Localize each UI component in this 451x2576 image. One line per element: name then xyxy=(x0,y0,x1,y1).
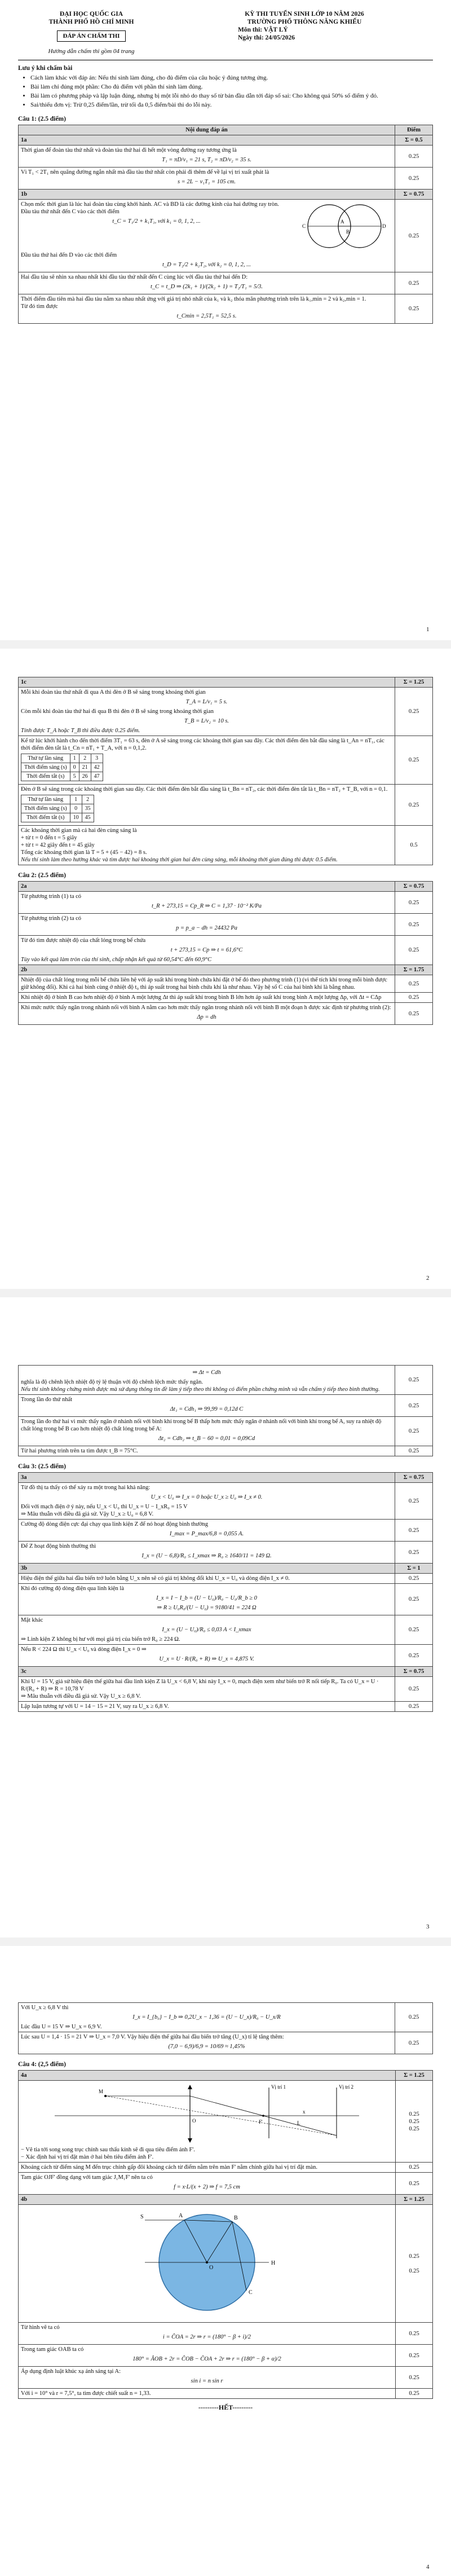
equation: sin i = n sin r xyxy=(191,2378,223,2384)
score: 0.25 xyxy=(395,936,433,965)
equation: I_x = (U − U₀)/R₀ ≤ 0,03 A < I_xmax xyxy=(162,1627,251,1633)
score: 0.25 xyxy=(396,2323,433,2345)
exam-title: KỲ THI TUYỂN SINH LỚP 10 NĂM 2026 xyxy=(245,11,364,17)
answer-text: Khi đó cường độ dòng điện qua linh kiện là xyxy=(21,1586,125,1592)
header xyxy=(18,0,433,55)
rule-item: • Sai/thiếu đơn vị: Trừ 0,25 điểm/lần, trừ tối đa 0,5 điểm/bài thi do lỗi này. xyxy=(30,101,433,109)
page-number: 4 xyxy=(426,2564,430,2570)
section-score: Σ = 0.75 xyxy=(395,882,433,892)
answer-table-q1 xyxy=(18,125,433,324)
answer-table-q3 xyxy=(18,1472,433,1712)
score: 0.25 xyxy=(395,2003,433,2032)
section-score: Σ = 0.75 xyxy=(395,190,433,200)
question-2-title: Câu 2: (2.5 điểm) xyxy=(18,872,66,879)
grading-note: Tính được T_A hoặc T_B thì điều được 0.25 điểm. xyxy=(21,728,140,734)
svg-text:B: B xyxy=(346,229,350,235)
label-a: A xyxy=(179,2213,183,2219)
answer-text: Chọn mốc thời gian là lúc hai đoàn tàu cùng khởi hành. AC và BD là các đường kính của hai đường ray tròn. xyxy=(21,201,279,208)
section-score: Σ = 0.5 xyxy=(395,135,433,146)
answer-text: Khoảng cách từ điểm sáng M đến trục chính gấp đôi khoảng cách từ điểm nằm trên màn F' nằm chính giữa hai vị trí đặt màn. xyxy=(19,2163,396,2173)
score: 0.25 xyxy=(395,168,433,190)
equation: 180° = ÂOB + 2r = ĈOB − ĈOA + 2r ⇒ r = (180° − β + α)/2 xyxy=(132,2356,281,2362)
label-b: B xyxy=(234,2215,238,2221)
score: 0.25 xyxy=(395,1542,433,1564)
score: 0.25 xyxy=(396,2163,433,2173)
score: 0.25 xyxy=(395,688,433,736)
page-1 xyxy=(0,0,451,640)
section-score: Σ = 1 xyxy=(395,1564,433,1574)
score: 0.5 xyxy=(395,826,433,865)
answer-text: Thời điểm đầu tiên mà hai đầu tàu nằm xa nhau nhất ứng với giá trị nhỏ nhất của k₁ và k₂ thỏa mãn phương trình trên là k₁,min = 2 và k₂,min = 1. xyxy=(21,296,366,302)
label-position-2: Vị trí 2 xyxy=(339,2084,353,2090)
grading-note: Nếu thí sinh làm theo hướng khác và tìm được hai khoảng thời gian hai đèn cùng sáng, mỗi khoảng thời gian đúng thì được 0.5 điểm. xyxy=(21,857,338,863)
score: 0.25 xyxy=(395,2032,433,2054)
section-1a: 1a xyxy=(19,135,395,146)
score: 0.25 xyxy=(395,1366,433,1395)
col-content: Nội dung đáp án xyxy=(19,125,395,135)
equation: t_C = T₁/2 + k₁T₁, với k₁ = 0, 1, 2, ... xyxy=(112,218,201,224)
exam-date: Ngày thi: 24/05/2026 xyxy=(238,34,295,41)
answer-text: Mỗi khi đoàn tàu thứ nhất đi qua A thì đèn ở B sẽ sáng trong khoảng thời gian xyxy=(21,689,206,695)
answer-text: Nhiệt độ của chất lỏng trong mỗi bể chứa liên hệ với áp suất khí trong bình chứa khí đặt ở bể đó theo phương trình (1) (vì thể tích khí trong mỗi bình được giữ không đổi). Khi cả hai bình cùng ở nhiệt độ t₀ thì áp suất trong hai bình chứa khí là như nhau. Vậy hệ số C của hai bình khí là bằng nhau. xyxy=(19,975,395,993)
answer-text: Mặt khác xyxy=(21,1617,43,1623)
equation: Δt₁ = Cdh₁ ⇒ 99,99 = 0,12d C xyxy=(170,1406,244,1412)
answer-text: + từ t = 42 giây đến t = 45 giây xyxy=(21,842,95,848)
answer-text: Hai đầu tàu sẽ nhìn xa nhau nhất khi đầu tàu thứ nhất đến C cùng lúc với đầu tàu thứ hai đến D: xyxy=(21,274,248,280)
section-score: Σ = 1.25 xyxy=(395,677,433,688)
equation: U_x = U · R/(R₀ + R) ⇒ U_x = 4,875 V. xyxy=(159,1656,254,1662)
score: 0.25 xyxy=(395,1003,433,1025)
answer-text: Lập luận tương tự với U = 14 − 15 = 21 V, suy ra U_x ≥ 6,8 V. xyxy=(19,1702,395,1712)
score: 0.25 xyxy=(395,1584,433,1615)
city-name: THÀNH PHỐ HỒ CHÍ MINH xyxy=(48,19,134,25)
answer-text: Từ phương trình (1) ta có xyxy=(21,893,82,900)
rules-title: Lưu ý khi chấm bài xyxy=(18,65,73,72)
score: 0.25 xyxy=(395,272,433,294)
score: 0.25 xyxy=(395,1677,433,1702)
equation: T₁ = πD/v₁ = 21 s, T₂ = πD/v₂ = 35 s. xyxy=(162,157,251,163)
answer-text: Đầu tàu thứ nhất đến C vào các thời điểm xyxy=(21,209,120,215)
answer-text: Vì T₁ < 2T₁ nên quãng đường ngắn nhất mà đầu tàu thứ nhất còn phải đi thêm để về lại vị trí xuất phát là xyxy=(21,169,269,175)
answer-text: Cường độ dòng điện cực đại chạy qua linh kiện Z để nó hoạt động bình thường xyxy=(21,1521,209,1527)
equation: T_A = L/v₁ = 5 s. xyxy=(185,699,228,705)
rule-item: • Bài làm chỉ đúng một phần: Cho đủ điểm với phần thí sinh làm đúng. xyxy=(30,83,433,91)
section-4a: 4a xyxy=(19,2071,396,2081)
score: 0.25 xyxy=(395,1520,433,1542)
score: 0.25 xyxy=(395,975,433,993)
equation: t_R + 273,15 = Cp_R ⇒ C = 1,37 · 10⁻² K/Pa xyxy=(151,903,262,909)
answer-text: Từ đó tìm được xyxy=(21,303,58,310)
answer-text: Khi mức nước thấy ngăn trong nhánh nối với bình A nằm cao hơn mức thấy ngăn trong nhánh nối với bình B một đoạn h được xác định từ phương trình (2): xyxy=(21,1005,391,1011)
answer-text: Đầu tàu thứ hai đến D vào các thời điểm xyxy=(21,252,117,258)
score: 0.25 xyxy=(395,785,433,826)
equation: (7,0 − 6,9)/6,9 = 10/69 ≈ 1,45% xyxy=(168,2044,245,2050)
equation: Δp = dh xyxy=(197,1014,216,1020)
answer-text: nghĩa là độ chênh lệch nhiệt độ tỷ lệ thuận với độ chênh lệch mức thấy ngăn. xyxy=(21,1379,203,1385)
label-m: M xyxy=(99,2089,104,2094)
svg-text:A: A xyxy=(341,219,344,224)
lamp-a-table: Thứ tự lần sáng 1 2 3 Thời điểm sáng (s) 0 21 42 Thời điểm tắt (s) 5 26 47 xyxy=(21,754,103,781)
score: 0.25 xyxy=(395,1574,433,1584)
score: 0.25 xyxy=(396,2345,433,2367)
section-2b: 2b xyxy=(19,965,395,975)
equation: T_B = L/v₂ = 10 s. xyxy=(184,718,229,724)
equation: p = p_a − dh = 24432 Pa xyxy=(175,925,238,931)
equation: Δt₂ = Cdh₂ ⇒ t_B − 60 = 0,01 = 0,09Cd xyxy=(158,1435,255,1442)
answer-text: Kể từ lúc khởi hành cho đến thời điểm 3T₁ = 63 s, đèn ở A sẽ sáng trong các khoảng thời gian sau đây. Các thời điểm đèn bắt đầu sáng là t_An = nT₁, các thời điểm đèn tắt là t_Cn = nT₁ + T_A, với n = 0,1,2. xyxy=(21,738,384,751)
svg-text:D: D xyxy=(382,223,386,229)
answer-text: Từ hình vẽ ta có xyxy=(21,2324,60,2331)
page-4 xyxy=(0,1946,451,2576)
score: 0.25 xyxy=(395,736,433,785)
rules-list xyxy=(18,74,433,109)
section-score: Σ = 0.75 xyxy=(395,1667,433,1677)
score: 0.25 xyxy=(395,1702,433,1712)
equation: f = x·L/(x + 2) ⇒ f = 7,5 cm xyxy=(174,2184,240,2190)
answer-text: Lúc đầu U = 15 V ⇒ U_x = 6,9 V. xyxy=(21,2024,102,2030)
score: 0.25 xyxy=(395,1645,433,1667)
answer-text: Lúc sau U = 1,4 · 15 = 21 V ⇒ U_x = 7,0 V. Vậy hiệu điện thế giữa hai đầu biến trở tăng (U_x) tỉ lệ tăng thêm: xyxy=(21,2034,284,2040)
equation: s = 2L − v₁T₁ = 105 cm. xyxy=(177,179,236,185)
score: 0.25 xyxy=(395,294,433,324)
score: 0.25 xyxy=(395,1483,433,1520)
answer-key-stamp: ĐÁP ÁN CHẤM THI xyxy=(57,30,126,42)
section-3c: 3c xyxy=(19,1667,395,1677)
score: 0.25 xyxy=(395,1417,433,1446)
answer-text: Đèn ở B sẽ sáng trong các khoảng thời gian sau đây. Các thời điểm đèn bắt đầu sáng là t_Bn = nT₂, các thời điểm đèn tắt là t_Bn = nT₂ + T_B, với n = 0,1. xyxy=(21,786,388,792)
answer-text: ⇒ Mâu thuẫn với điều đã giả sử. Vậy U_x ≥ U₀ = 6,8 V. xyxy=(21,1511,154,1517)
score: 0.25 xyxy=(396,2173,433,2195)
rule-item: • Cách làm khác với đáp án: Nếu thí sinh làm đúng, cho đủ điểm của câu hoặc ý đúng tương ứng. xyxy=(30,74,433,82)
answer-text: Với U_x ≥ 6,8 V thì xyxy=(21,2005,69,2011)
equation: ⇒ R ≥ U₀R₀/(U − U₀) = 9180/41 = 224 Ω xyxy=(157,1605,257,1611)
answer-table-q3-cont xyxy=(18,2002,433,2054)
question-3-title: Câu 3: (2.5 điểm) xyxy=(18,1463,66,1470)
equation: t_C = t_D ⇒ (2k₁ + 1)/(2k₂ + 1) = T₂/T₁ = 5/3. xyxy=(150,284,263,290)
score: 0.25 xyxy=(395,1395,433,1417)
section-score: Σ = 1.75 xyxy=(395,965,433,975)
score: 0.25 xyxy=(395,146,433,168)
equation: i = ĈOA = 2r ⇒ r = (180° − β + i)/2 xyxy=(162,2334,251,2340)
equation: ⇒ Δt = Cdh xyxy=(192,1370,221,1376)
section-score: Σ = 0.75 xyxy=(395,1473,433,1483)
score: 0.25 xyxy=(396,2367,433,2389)
label-h: H xyxy=(271,2260,276,2266)
answer-text: Trong tam giác OAB ta có xyxy=(21,2346,84,2353)
answer-text: ⇒ Mâu thuẫn với điều đã giả sử. Vậy U_x ≥ 6,8 V. xyxy=(21,1693,141,1699)
page-number: 2 xyxy=(426,1275,430,1282)
answer-table-q4 xyxy=(18,2070,433,2399)
circles-track-diagram xyxy=(297,201,392,252)
score: 0.25 xyxy=(395,200,433,272)
answer-text: − Xác định hai vị trí đặt màn ở hai bên tiêu điểm ảnh F'. xyxy=(21,2154,154,2160)
section-1b: 1b xyxy=(19,190,395,200)
label-l: L xyxy=(297,2120,300,2126)
equation: I_x = I − I_b = (U − U₀)/R₀ − U₀/R_b ≥ 0 xyxy=(156,1595,257,1601)
equation: I_max = P_max/6,8 = 0,055 A. xyxy=(169,1531,244,1537)
section-1c: 1c xyxy=(19,677,395,688)
section-score: Σ = 1.25 xyxy=(396,2071,433,2081)
answer-text: Với i = 10° và r = 7,5°, ta tìm được chiết suất n = 1,33. xyxy=(19,2389,396,2399)
answer-text: Từ hai phương trình trên ta tìm được t_B = 75°C. xyxy=(19,1446,395,1456)
answer-text: Tổng các khoảng thời gian là T = 5 + (45 − 42) = 8 s. xyxy=(21,849,147,856)
score: 0.25 0.25 0.25 xyxy=(396,2081,433,2163)
equation: U_x < U₀ ⇒ I_x = 0 hoặc U_x ≥ U₀ ⇒ I_x ≠ 0. xyxy=(151,1494,263,1500)
lens-ray-diagram xyxy=(21,2082,393,2144)
university-name: ĐẠI HỌC QUỐC GIA xyxy=(59,11,123,17)
answer-table-q1c xyxy=(18,677,433,865)
answer-text: Đối với mạch điện ở ý này, nếu U_x < U₀ thì U_x = U − I_xR₀ = 15 V xyxy=(21,1504,188,1510)
page-number: 3 xyxy=(426,1923,430,1930)
answer-text: Tam giác OJF' đồng dạng với tam giác J₁M₁F' nên ta có xyxy=(21,2174,153,2181)
answer-text: Từ đồ thị ta thấy có thể xảy ra một trong hai khả năng: xyxy=(21,1485,151,1491)
equation: I_x = I_{b₀} − I_b ⇒ 0,2U_x − 1,36 = (U − U_x)/R₀ − U_x/R xyxy=(132,2014,281,2020)
answer-table-q2-cont xyxy=(18,1365,433,1456)
label-o: O xyxy=(209,2265,214,2271)
score: 0.25 0.25 xyxy=(396,2205,433,2323)
label-c: C xyxy=(249,2289,253,2296)
section-score: Σ = 1.25 xyxy=(396,2195,433,2205)
equation: t_D = T₂/2 + k₂T₂, với k₂ = 0, 1, 2, ... xyxy=(162,262,251,268)
section-4b: 4b xyxy=(19,2195,396,2205)
answer-text: Thời gian để đoàn tàu thứ nhất và đoàn tàu thứ hai đi hết một vòng đường ray tương ứng là xyxy=(21,147,237,153)
section-3b: 3b xyxy=(19,1564,395,1574)
score: 0.25 xyxy=(395,1446,433,1456)
pages-note: Hướng dẫn chấm thi gồm 04 trang xyxy=(48,48,135,55)
answer-text: Áp dụng định luật khúc xạ ánh sáng tại A: xyxy=(21,2368,121,2375)
answer-text: − Vẽ tia tới song song trục chính sau thấu kính sẽ đi qua tiêu điểm ảnh F'. xyxy=(21,2147,195,2153)
score: 0.25 xyxy=(395,914,433,936)
col-score: Điểm xyxy=(395,125,433,135)
answer-text: Nếu R < 224 Ω thì U_x < U₀ và dòng điện I_x = 0 ⇒ xyxy=(21,1646,147,1653)
equation: t_Cmin = 2,5T₁ = 52,5 s. xyxy=(176,313,237,319)
grading-note: Tùy vào kết quả làm tròn của thí sinh, chấp nhận kết quả từ 60,54°C đến 60,9°C xyxy=(21,957,212,963)
label-position-1: Vị trí 1 xyxy=(271,2084,286,2090)
page-3 xyxy=(0,1297,451,1937)
page-2 xyxy=(0,649,451,1289)
answer-text: Trong lần đo thứ nhất xyxy=(21,1397,73,1403)
equation: I_x = (U − 6,8)/R₀ ≤ I_xmax ⇒ R₀ ≥ 1640/11 = 149 Ω. xyxy=(142,1553,272,1559)
question-1-title: Câu 1: (2.5 điểm) xyxy=(18,116,66,122)
answer-text: Khi U = 15 V, giả sử hiệu điện thế giữa hai đầu linh kiện Z là U_x < 6,8 V, khi này I_x = 0, mạch điện xem như biến trở R nối tiếp R₀. Ta có U_x = U · R/(R₀ + R) ⇒ R = 10,78 V xyxy=(21,1679,379,1692)
answer-text: Từ đó tìm được nhiệt độ của chất lỏng trong bể chứa xyxy=(21,937,146,944)
label-f: F' xyxy=(259,2119,263,2125)
equation: t + 273,15 = Cp ⇒ t = 61,6°C xyxy=(170,947,243,953)
answer-text: Trong lần đo thứ hai vì mức thấy ngăn ở nhánh nối với bình khí trong bể B thấp hơn mức thấy ngăn ở nhánh nối với bình khí trong bể A, suy ra nhiệt độ chất lỏng trong bể B cao hơn nhiệt độ chất lỏng trong bể A: xyxy=(21,1419,382,1432)
lamp-b-table: Thứ tự lần sáng 1 2 Thời điểm sáng (s) 0 35 Thời điểm tắt (s) 10 45 xyxy=(21,795,94,822)
subject: Môn thi: VẬT LÝ xyxy=(238,27,288,33)
score: 0.25 xyxy=(396,2389,433,2399)
label-x: x xyxy=(303,2109,306,2115)
answer-text: Còn mỗi khi đoàn tàu thứ hai đi qua B thì đèn ở B sẽ sáng trong khoảng thời gian xyxy=(21,708,214,715)
section-3a: 3a xyxy=(19,1473,395,1483)
answer-text: Hiệu điện thế giữa hai đầu biến trở luôn bằng U_x nên sẽ có giá trị không đổi khi U_x = U₀ và dòng điện I_x ≠ 0. xyxy=(19,1574,395,1584)
section-2a: 2a xyxy=(19,882,395,892)
sphere-refraction-diagram xyxy=(134,2206,280,2319)
page-number: 1 xyxy=(426,626,430,633)
answer-text: Để Z hoạt động bình thường thì xyxy=(21,1543,96,1549)
grading-note: Nếu thí sinh không chứng minh được mà sử dụng thông tin đề làm ý tiếp theo thì không có điểm phần chứng minh và vẫn chấm ý tiếp theo bình thường. xyxy=(21,1386,380,1393)
answer-text: Khi nhiệt độ ở bình B cao hơn nhiệt độ ở bình A một lượng Δt thì áp suất khí trong bình B lớn hơn áp suất khí trong bình A một lượng Δp, với Δt = CΔp xyxy=(19,993,395,1003)
answer-text: + từ t = 0 đến t = 5 giây xyxy=(21,835,77,841)
score: 0.25 xyxy=(395,1615,433,1645)
answer-table-q2 xyxy=(18,881,433,1025)
score: 0.25 xyxy=(395,993,433,1003)
label-s: S xyxy=(140,2214,144,2220)
score: 0.25 xyxy=(395,892,433,914)
answer-text: ⇒ Linh kiện Z không bị hư với mọi giá trị của biến trở R₀ ≥ 224 Ω. xyxy=(21,1636,180,1643)
answer-text: Từ phương trình (2) ta có xyxy=(21,915,82,922)
answer-text: Các khoảng thời gian mà cả hai đèn cùng sáng là xyxy=(21,827,137,834)
rule-item: • Bài làm có phương pháp và lập luận đúng, nhưng bị một lỗi nhỏ do thay số từ bản đầu dẫn tới đáp số sai: Cho không quá 50% số điểm ý đó. xyxy=(30,92,433,100)
svg-text:C: C xyxy=(302,223,306,229)
label-o: O xyxy=(192,2118,196,2124)
question-4-title: Câu 4: (2,5 điểm) xyxy=(18,2061,66,2068)
end-marker: ---------HẾT--------- xyxy=(198,2403,253,2411)
school-name: TRƯỜNG PHỔ THÔNG NĂNG KHIẾU xyxy=(247,19,362,25)
